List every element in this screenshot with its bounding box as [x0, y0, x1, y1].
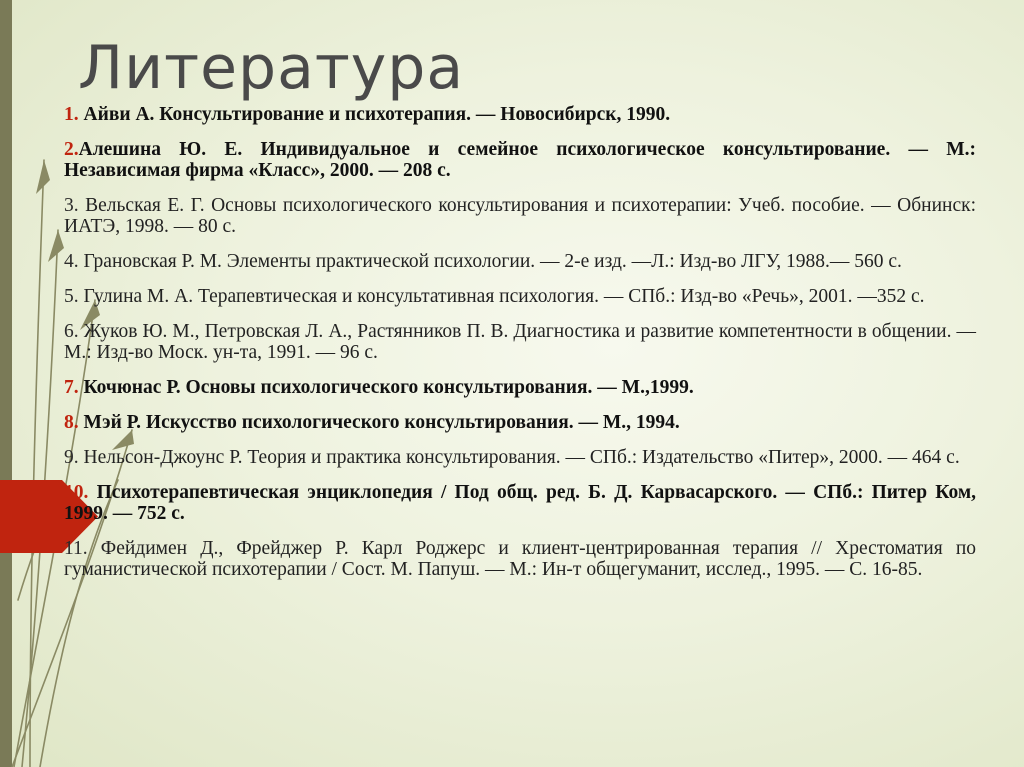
reference-item	[64, 447, 976, 468]
reference-text: Нельсон-Джоунс Р. Теория и практика консультирования. — СПб.: Издательство «Питер», 2000. — 464 с.	[83, 447, 960, 468]
reference-text: Алешина Ю. Е. Индивидуальное и семейное психологическое консультирование. — М.: Независимая фирма «Класс», 2000. — 208 с.	[64, 139, 976, 181]
reference-item	[64, 286, 976, 307]
reference-item	[64, 377, 976, 398]
reference-item	[64, 482, 976, 524]
reference-text: Психотерапевтическая энциклопедия / Под общ. ред. Б. Д. Карвасарского. — СПб.: Питер Ком, 1999. — 752 с.	[64, 482, 976, 524]
reference-item	[64, 321, 976, 363]
reference-text: Вельская Е. Г. Основы психологического консультирования и психотерапии: Учеб. пособие. — Обнинск: ИАТЭ, 1998. — 80 с.	[64, 195, 977, 237]
reference-number: 2.	[64, 139, 79, 160]
reference-text: Айви А. Консультирование и психотерапия. — Новосибирск, 1990.	[83, 104, 671, 125]
reference-number: 11.	[64, 538, 88, 559]
reference-number: 7.	[64, 377, 79, 398]
reference-text: Кочюнас Р. Основы психологического консультирования. — М.,1999.	[83, 377, 694, 398]
reference-list	[64, 104, 976, 594]
reference-text: Грановская Р. М. Элементы практической психологии. — 2-е изд. —Л.: Изд-во ЛГУ, 1988.— 560 с.	[83, 251, 902, 272]
slide-title: Литература	[78, 33, 465, 103]
reference-number: 1.	[64, 104, 79, 125]
reference-number: 6.	[64, 321, 79, 342]
reference-number: 9.	[64, 447, 79, 468]
reference-number: 10.	[64, 482, 89, 503]
reference-item	[64, 195, 976, 237]
reference-text: Жуков Ю. М., Петровская Л. А., Растянников П. В. Диагностика и развитие компетентности в общении. — М.: Изд-во Моск. ун-та, 1991. — 96 с.	[64, 321, 977, 363]
reference-item	[64, 104, 976, 125]
reference-number: 4.	[64, 251, 79, 272]
reference-number: 5.	[64, 286, 79, 307]
reference-text: Мэй Р. Искусство психологического консультирования. — М., 1994.	[83, 412, 680, 433]
reference-item	[64, 412, 976, 433]
reference-item	[64, 251, 976, 272]
reference-number: 8.	[64, 412, 79, 433]
reference-item	[64, 139, 976, 181]
reference-text: Фейдимен Д., Фрейджер Р. Карл Роджерс и клиент-центрированная терапия // Хрестоматия по гуманистической психотерапии / Сост. М. Папуш. — М.: Ин-т общегуманит, исслед., 1995. — С. 16-85.	[64, 538, 977, 580]
reference-item	[64, 538, 976, 580]
reference-number: 3.	[64, 195, 79, 216]
reference-text: Гулина М. А. Терапевтическая и консультативная психология. — СПб.: Изд-во «Речь», 2001. —352 с.	[83, 286, 925, 307]
